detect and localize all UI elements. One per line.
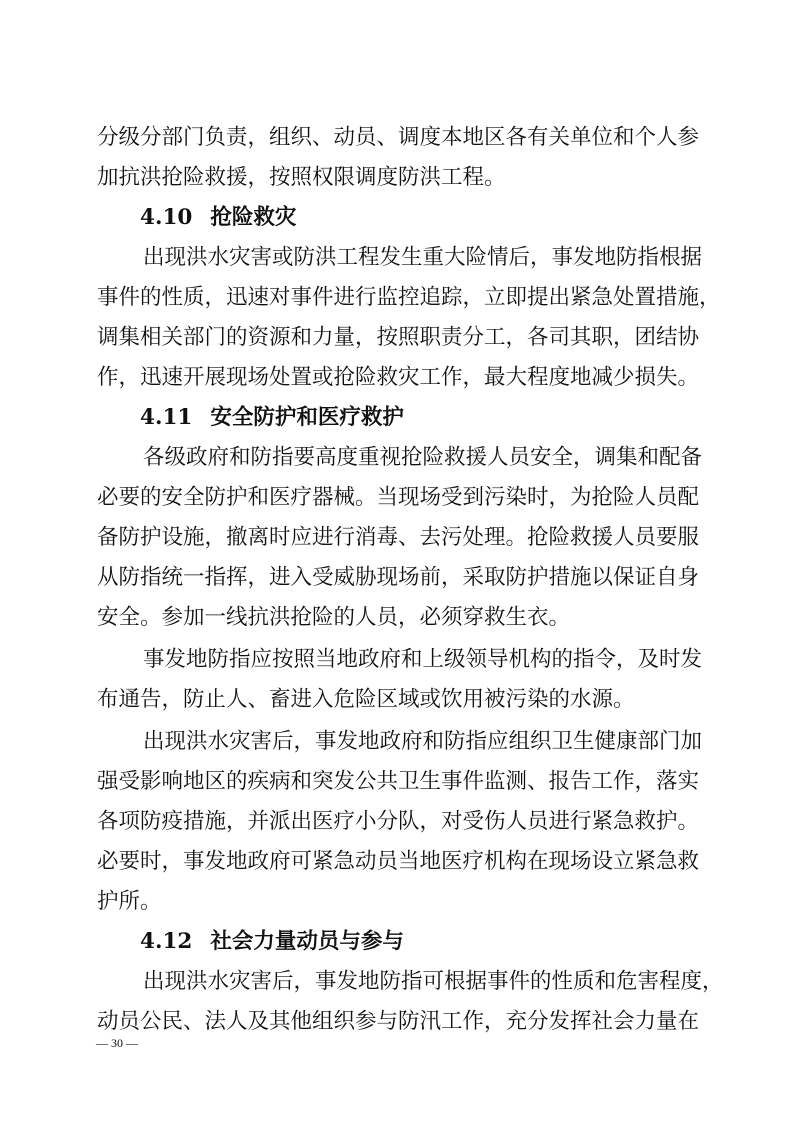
section-heading-4-12 (140, 922, 404, 962)
paragraph-line: 事件的性质，迅速对事件进行监控追踪，立即提出紧急处置措施， (97, 285, 721, 310)
page-number: — 30 — (96, 1036, 138, 1050)
paragraph-line: 分级分部门负责，组织、动员、调度本地区各有关单位和个人参 (97, 125, 700, 150)
paragraph-line: 出现洪水灾害或防洪工程发生重大险情后，事发地防指根据 (143, 245, 703, 270)
section-title: 社会力量动员与参与 (210, 929, 404, 954)
paragraph-line: 布通告，防止人、畜进入危险区域或饮用被污染的水源。 (97, 687, 635, 712)
section-heading-4-11 (140, 398, 404, 438)
paragraph-line: 护所。 (97, 889, 162, 914)
paragraph-line: 必要时，事发地政府可紧急动员当地医疗机构在现场设立紧急救 (97, 849, 700, 874)
paragraph-line: 强受影响地区的疾病和突发公共卫生事件监测、报告工作，落实 (97, 769, 700, 794)
paragraph-line: 安全。参加一线抗洪抢险的人员，必须穿救生衣。 (97, 605, 571, 630)
paragraph-line: 出现洪水灾害后，事发地政府和防指应组织卫生健康部门加 (143, 729, 703, 754)
paragraph-line: 各级政府和防指要高度重视抢险救援人员安全，调集和配备 (143, 445, 703, 470)
section-number: 4.10 (140, 205, 193, 230)
section-number: 4.11 (140, 405, 193, 430)
paragraph-line: 调集相关部门的资源和力量，按照职责分工，各司其职，团结协 (97, 325, 700, 350)
section-number: 4.12 (140, 929, 193, 954)
paragraph-line: 作，迅速开展现场处置或抢险救灾工作，最大程度地减少损失。 (97, 365, 700, 390)
paragraph-line: 加抗洪抢险救援，按照权限调度防洪工程。 (97, 165, 506, 190)
paragraph-line: 备防护设施，撤离时应进行消毒、去污处理。抢险救援人员要服 (97, 525, 700, 550)
paragraph-line: 必要的安全防护和医疗器械。当现场受到污染时，为抢险人员配 (97, 485, 700, 510)
paragraph-line: 动员公民、法人及其他组织参与防汛工作，充分发挥社会力量在 (97, 1009, 700, 1034)
paragraph-line: 出现洪水灾害后，事发地防指可根据事件的性质和危害程度， (143, 969, 724, 994)
paragraph-line: 事发地防指应按照当地政府和上级领导机构的指令，及时发 (143, 647, 703, 672)
paragraph-line: 从防指统一指挥，进入受威胁现场前，采取防护措施以保证自身 (97, 565, 700, 590)
section-title: 抢险救灾 (210, 205, 297, 230)
section-title: 安全防护和医疗救护 (210, 405, 404, 430)
paragraph-line: 各项防疫措施，并派出医疗小分队，对受伤人员进行紧急救护。 (97, 809, 700, 834)
section-heading-4-10 (140, 198, 296, 238)
